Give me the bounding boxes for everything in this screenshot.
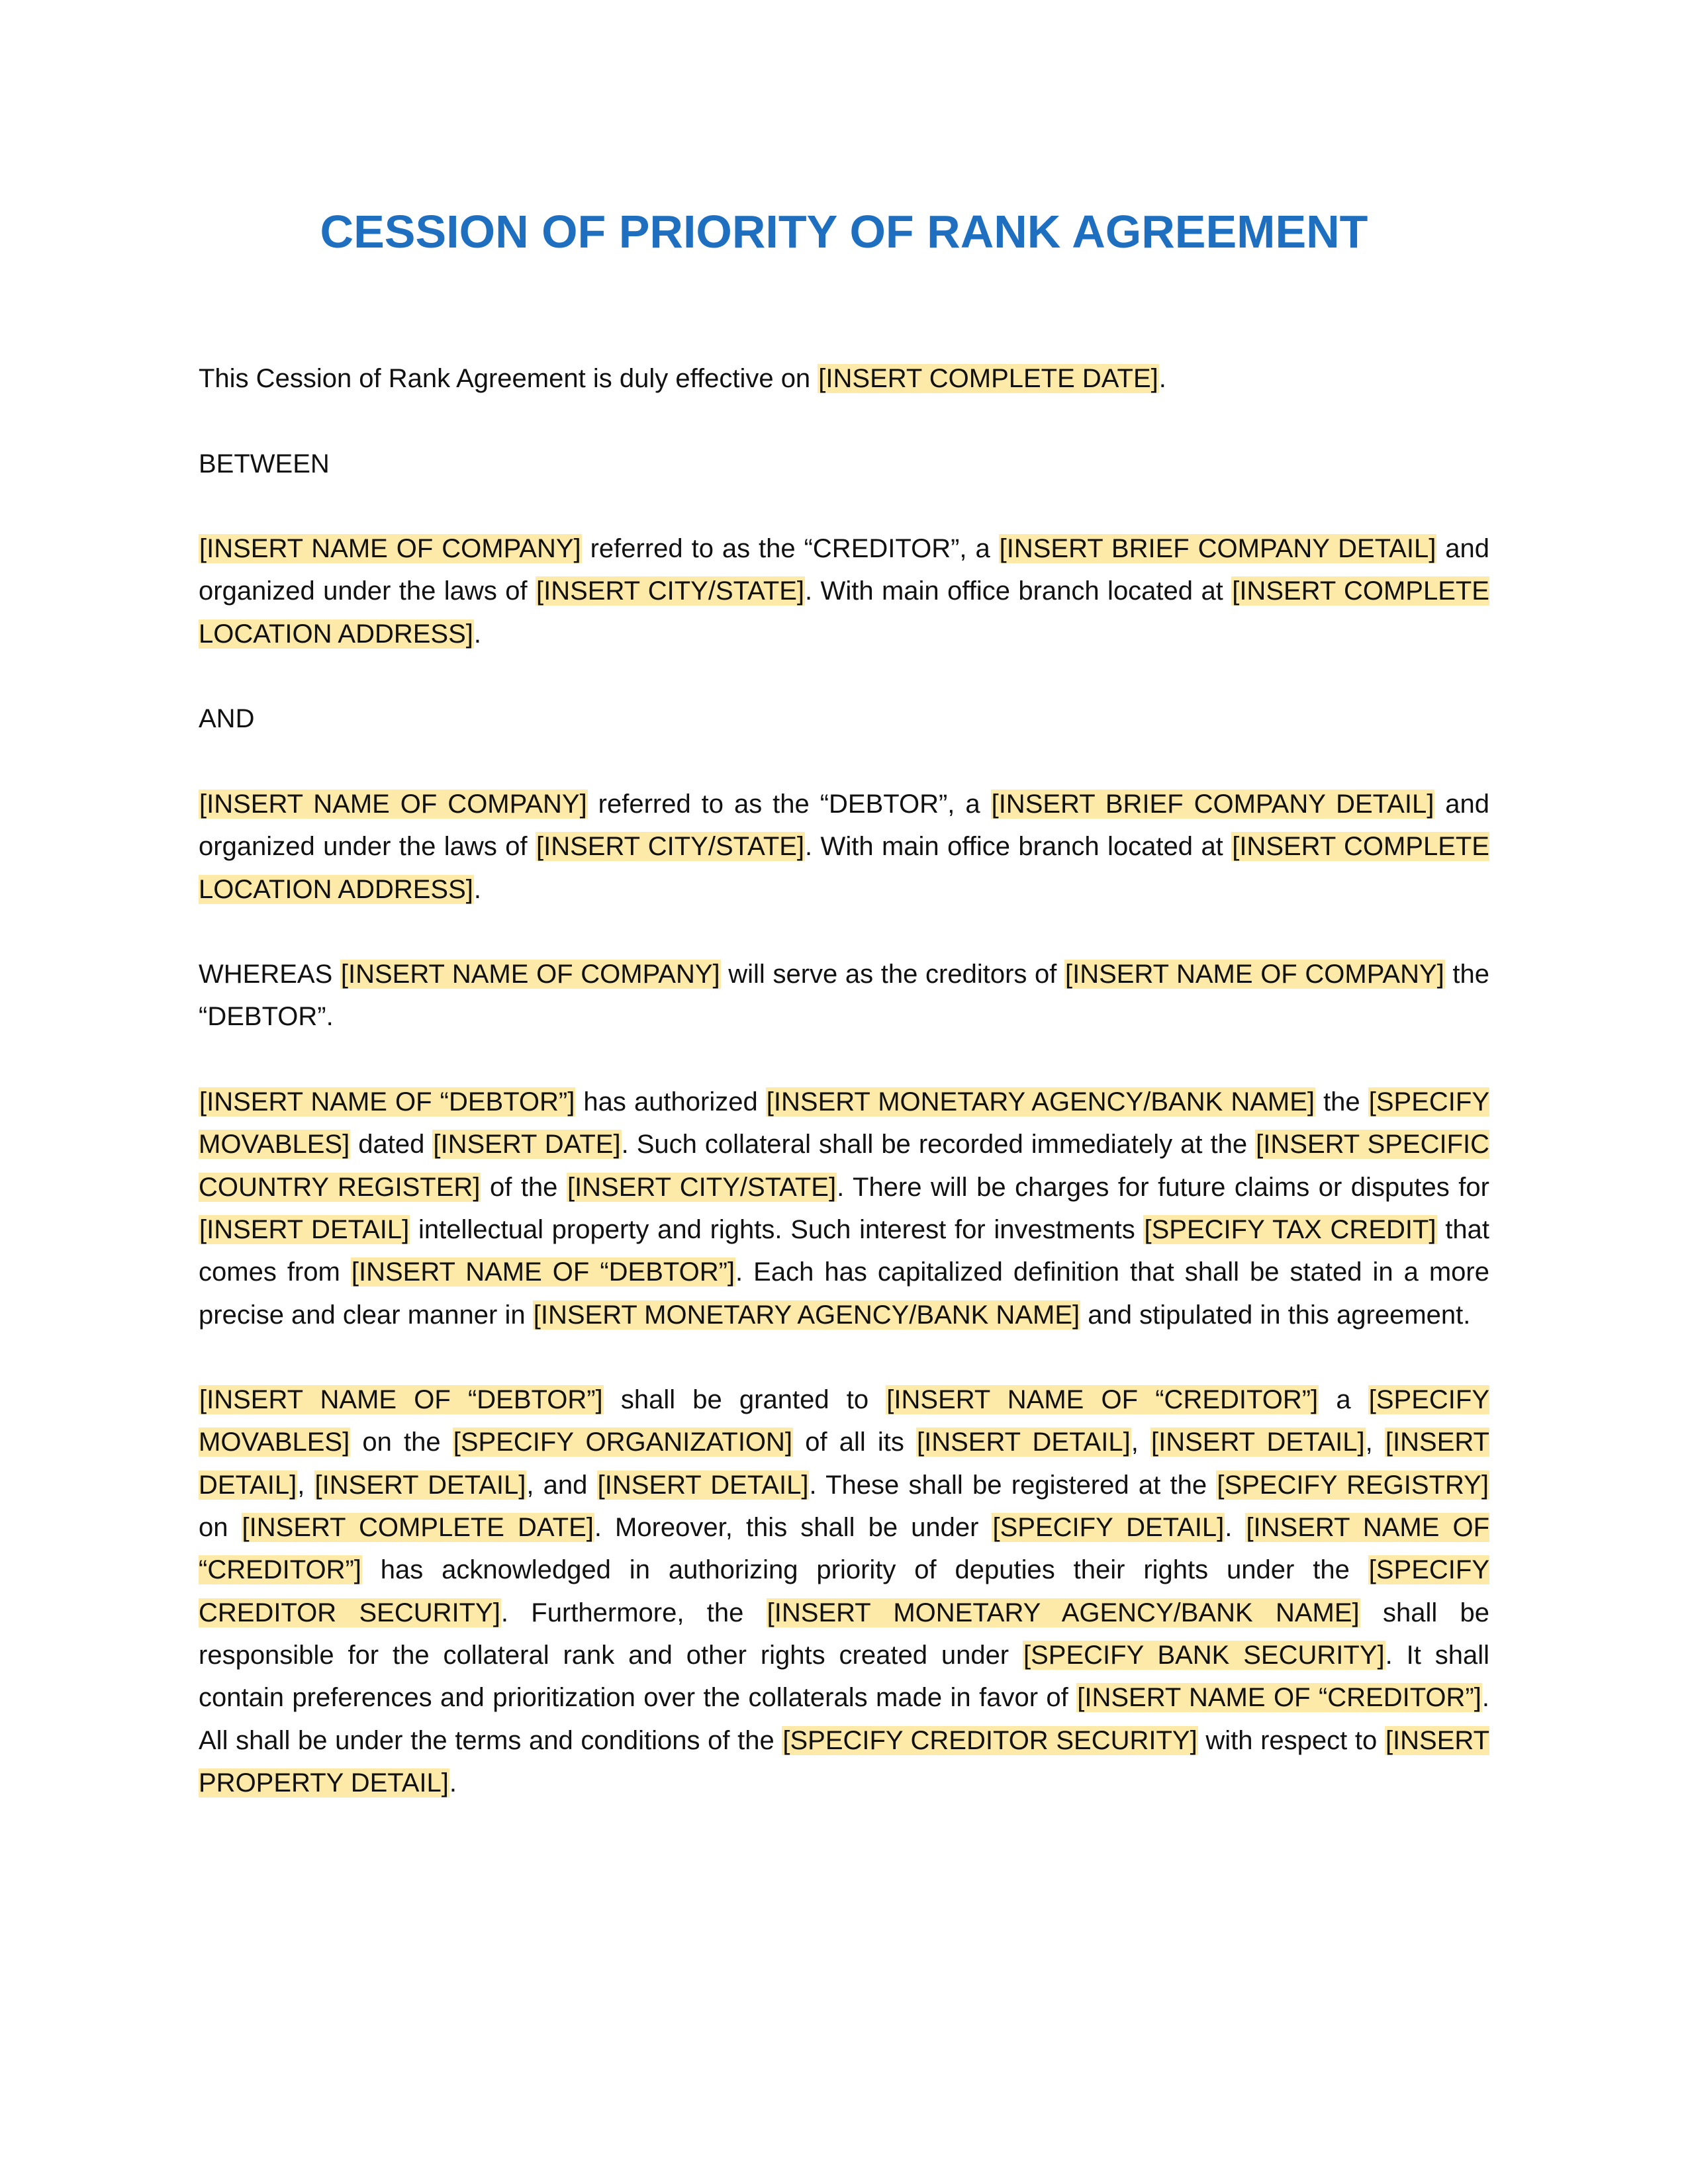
paragraph-text: . There will be charges for future claims or disputes for bbox=[837, 1172, 1489, 1202]
placeholder-field: [SPECIFY REGISTRY] bbox=[1217, 1470, 1489, 1500]
paragraph-text: will serve as the creditors of bbox=[720, 960, 1065, 989]
placeholder-field: [SPECIFY DETAIL] bbox=[992, 1513, 1225, 1543]
placeholder-field: [INSERT NAME OF “CREDITOR”] bbox=[1077, 1683, 1481, 1713]
paragraph bbox=[199, 357, 1489, 400]
paragraph-text: WHEREAS bbox=[199, 960, 340, 989]
paragraph-text: . bbox=[473, 619, 482, 649]
paragraph-text: . Furthermore, the bbox=[500, 1598, 767, 1627]
placeholder-field: [INSERT NAME OF COMPANY] bbox=[199, 534, 581, 564]
paragraph-text: . It shall contain preferences and prioritization over the collaterals made in favor of bbox=[199, 1640, 1489, 1713]
paragraph-text: the bbox=[1315, 1087, 1368, 1117]
paragraph-text: and organized under the laws of bbox=[199, 789, 1489, 862]
placeholder-field: [INSERT CITY/STATE] bbox=[536, 832, 805, 862]
paragraph-text: . bbox=[449, 1768, 457, 1797]
placeholder-field: [INSERT DETAIL] bbox=[314, 1470, 526, 1500]
paragraph-text: . With main office branch located at bbox=[805, 832, 1232, 862]
placeholder-field: [INSERT PROPERTY DETAIL] bbox=[199, 1725, 1490, 1797]
placeholder-field: [INSERT NAME OF COMPANY] bbox=[199, 789, 587, 819]
paragraph-text: on bbox=[199, 1513, 242, 1543]
placeholder-field: [INSERT COMPLETE LOCATION ADDRESS] bbox=[199, 576, 1489, 649]
placeholder-field: [INSERT DETAIL] bbox=[1150, 1428, 1365, 1457]
placeholder-field: [SPECIFY CREDITOR SECURITY] bbox=[199, 1555, 1489, 1627]
paragraph-text: , and bbox=[526, 1470, 597, 1500]
paragraph-text: . bbox=[473, 874, 482, 904]
paragraph-text: . All shall be under the terms and conditions of the bbox=[199, 1683, 1489, 1755]
paragraph-text: and organized under the laws of bbox=[199, 534, 1489, 606]
placeholder-field: [SPECIFY CREDITOR SECURITY] bbox=[782, 1725, 1197, 1755]
paragraph-text: and stipulated in this agreement. bbox=[1080, 1300, 1471, 1330]
paragraph bbox=[199, 783, 1489, 911]
paragraph bbox=[199, 1081, 1489, 1336]
paragraph-text: . Each has capitalized definition that shall be stated in a more precise and clear manner in bbox=[199, 1257, 1489, 1330]
document-body bbox=[199, 357, 1489, 1846]
placeholder-field: [SPECIFY ORGANIZATION] bbox=[453, 1428, 793, 1457]
paragraph-text: the “DEBTOR”. bbox=[199, 960, 1490, 1032]
document-title: CESSION OF PRIORITY OF RANK AGREEMENT bbox=[320, 206, 1368, 257]
paragraph-text: referred to as the “CREDITOR”, a bbox=[581, 534, 999, 564]
placeholder-field: [INSERT CITY/STATE] bbox=[536, 576, 805, 606]
placeholder-field: [SPECIFY MOVABLES] bbox=[199, 1087, 1489, 1160]
paragraph-text: , bbox=[297, 1470, 314, 1500]
paragraph bbox=[199, 443, 1489, 485]
placeholder-field: [INSERT NAME OF COMPANY] bbox=[340, 960, 720, 989]
paragraph-text: . These shall be registered at the bbox=[809, 1470, 1217, 1500]
paragraph-text: . bbox=[1158, 364, 1166, 393]
placeholder-field: [INSERT DETAIL] bbox=[917, 1428, 1131, 1457]
placeholder-field: [INSERT MONETARY AGENCY/BANK NAME] bbox=[767, 1598, 1360, 1627]
placeholder-field: [INSERT SPECIFIC COUNTRY REGISTER] bbox=[199, 1130, 1490, 1202]
paragraph-text: dated bbox=[350, 1130, 433, 1160]
paragraph-text: AND bbox=[199, 704, 255, 734]
paragraph bbox=[199, 953, 1489, 1038]
placeholder-field: [SPECIFY BANK SECURITY] bbox=[1023, 1640, 1385, 1670]
placeholder-field: [INSERT BRIEF COMPANY DETAIL] bbox=[991, 789, 1434, 819]
paragraph-text: on the bbox=[350, 1428, 453, 1457]
paragraph-text: has authorized bbox=[575, 1087, 766, 1117]
placeholder-field: [INSERT NAME OF “CREDITOR”] bbox=[199, 1513, 1490, 1585]
placeholder-field: [INSERT NAME OF “DEBTOR”] bbox=[351, 1257, 735, 1287]
paragraph-text: intellectual property and rights. Such interest for investments bbox=[410, 1214, 1144, 1244]
paragraph-text: . bbox=[1225, 1513, 1246, 1543]
placeholder-field: [INSERT CITY/STATE] bbox=[567, 1172, 837, 1202]
paragraph-text: that comes from bbox=[199, 1214, 1489, 1287]
placeholder-field: [INSERT DATE] bbox=[433, 1130, 621, 1160]
paragraph-text: . With main office branch located at bbox=[805, 576, 1232, 606]
placeholder-field: [INSERT MONETARY AGENCY/BANK NAME] bbox=[533, 1300, 1080, 1330]
paragraph bbox=[199, 1379, 1489, 1804]
paragraph bbox=[199, 698, 1489, 740]
paragraph-text: referred to as the “DEBTOR”, a bbox=[587, 789, 991, 819]
placeholder-field: [INSERT NAME OF “DEBTOR”] bbox=[199, 1087, 575, 1117]
placeholder-field: [INSERT COMPLETE DATE] bbox=[818, 364, 1158, 393]
placeholder-field: [INSERT DETAIL] bbox=[199, 1428, 1489, 1500]
paragraph-text: a bbox=[1319, 1385, 1368, 1415]
placeholder-field: [INSERT MONETARY AGENCY/BANK NAME] bbox=[766, 1087, 1315, 1117]
placeholder-field: [INSERT DETAIL] bbox=[597, 1470, 809, 1500]
paragraph-text: . Moreover, this shall be under bbox=[594, 1513, 992, 1543]
placeholder-field: [INSERT NAME OF “CREDITOR”] bbox=[886, 1385, 1319, 1415]
paragraph-text: of all its bbox=[793, 1428, 917, 1457]
paragraph-text: BETWEEN bbox=[199, 449, 330, 478]
placeholder-field: [INSERT BRIEF COMPANY DETAIL] bbox=[999, 534, 1436, 564]
paragraph-text: , bbox=[1131, 1428, 1150, 1457]
paragraph-text: has acknowledged in authorizing priority of deputies their rights under the bbox=[361, 1555, 1368, 1585]
paragraph bbox=[199, 527, 1489, 655]
placeholder-field: [INSERT NAME OF “DEBTOR”] bbox=[199, 1385, 603, 1415]
paragraph-text: of the bbox=[481, 1172, 567, 1202]
placeholder-field: [INSERT NAME OF COMPANY] bbox=[1065, 960, 1444, 989]
paragraph-text: shall be granted to bbox=[603, 1385, 886, 1415]
placeholder-field: [INSERT COMPLETE LOCATION ADDRESS] bbox=[199, 832, 1489, 904]
placeholder-field: [INSERT COMPLETE DATE] bbox=[242, 1513, 594, 1543]
placeholder-field: [INSERT DETAIL] bbox=[199, 1214, 410, 1244]
placeholder-field: [SPECIFY MOVABLES] bbox=[199, 1385, 1489, 1457]
paragraph-text: . Such collateral shall be recorded immediately at the bbox=[621, 1130, 1256, 1160]
paragraph-text: , bbox=[1365, 1428, 1385, 1457]
paragraph-text: This Cession of Rank Agreement is duly effective on bbox=[199, 364, 818, 393]
paragraph-text: with respect to bbox=[1197, 1725, 1385, 1755]
placeholder-field: [SPECIFY TAX CREDIT] bbox=[1144, 1214, 1436, 1244]
paragraph-text: shall be responsible for the collateral rank and other rights created under bbox=[199, 1598, 1490, 1670]
